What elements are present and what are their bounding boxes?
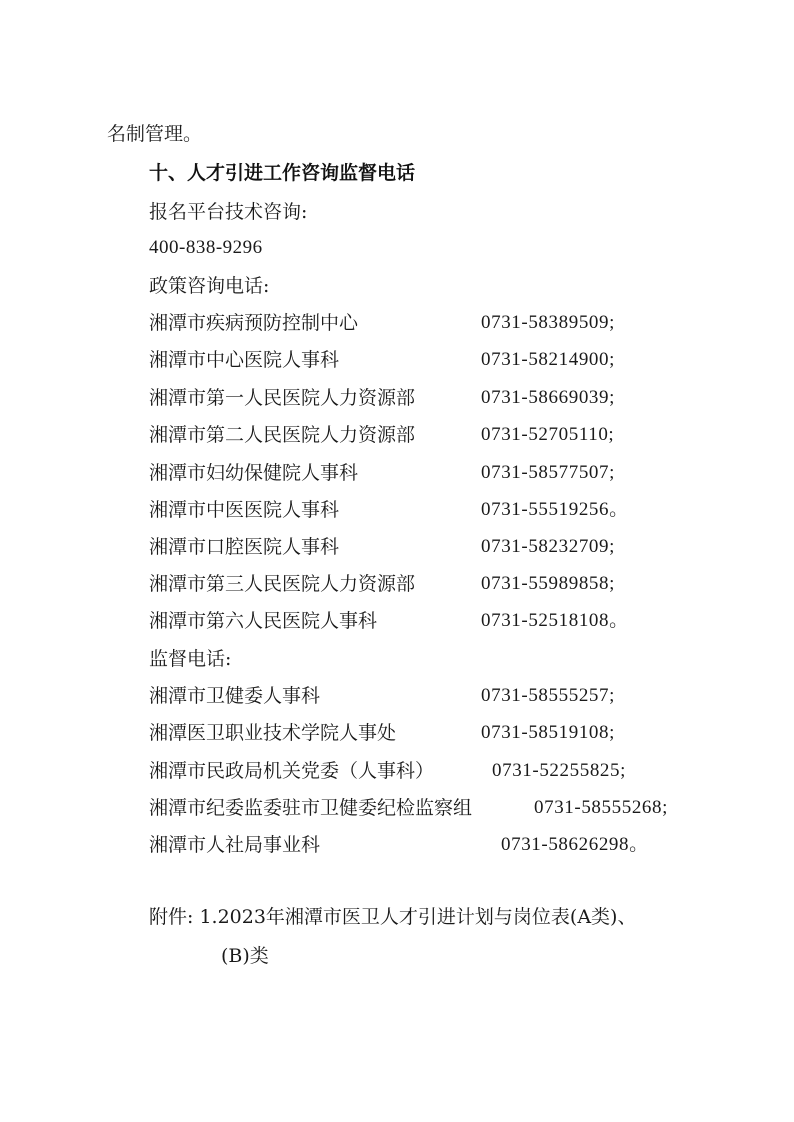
policy-contact-name: 湘潭市疾病预防控制中心 — [149, 312, 359, 334]
supervision-contact-phone: 0731-52255825; — [492, 760, 627, 781]
policy-contact-name: 湘潭市第三人民医院人力资源部 — [149, 573, 416, 595]
policy-contact-phone: 0731-58232709; — [481, 536, 616, 557]
policy-contact-phone: 0731-52518108。 — [481, 610, 629, 631]
policy-contact-name: 湘潭市口腔医院人事科 — [149, 536, 340, 558]
policy-contact-phone: 0731-58577507; — [481, 462, 616, 483]
policy-contact-name: 湘潭市第六人民医院人事科 — [149, 610, 378, 632]
attachment-line-1: 附件: 1.2023年湘潭市医卫人才引进计划与岗位表(A类)、 — [149, 906, 637, 928]
policy-contact-name: 湘潭市中医医院人事科 — [149, 499, 340, 521]
supervision-label: 监督电话: — [149, 648, 232, 670]
policy-contact-name: 湘潭市第二人民医院人力资源部 — [149, 424, 416, 446]
policy-contact-name: 湘潭市妇幼保健院人事科 — [149, 462, 359, 484]
policy-contact-phone: 0731-58389509; — [481, 312, 616, 333]
supervision-contact-phone: 0731-58626298。 — [501, 834, 649, 855]
supervision-contact-name: 湘潭市人社局事业科 — [149, 834, 321, 856]
policy-contact-phone: 0731-55989858; — [481, 573, 616, 594]
policy-contact-phone: 0731-55519256。 — [481, 499, 629, 520]
supervision-contact-phone: 0731-58555257; — [481, 685, 616, 706]
supervision-contact-name: 湘潭市民政局机关党委（人事科） — [149, 760, 435, 782]
supervision-contact-phone: 0731-58555268; — [534, 797, 669, 818]
section-heading: 十、人才引进工作咨询监督电话 — [149, 162, 416, 184]
policy-contact-phone: 0731-52705110; — [481, 424, 615, 445]
policy-contact-phone: 0731-58214900; — [481, 349, 616, 370]
continuation-text: 名制管理。 — [107, 123, 203, 145]
attachment-line-2: (B)类 — [221, 945, 269, 967]
platform-phone: 400-838-9296 — [149, 237, 263, 258]
supervision-contact-phone: 0731-58519108; — [481, 722, 616, 743]
policy-contact-name: 湘潭市第一人民医院人力资源部 — [149, 387, 416, 409]
supervision-contact-name: 湘潭市纪委监委驻市卫健委纪检监察组 — [149, 797, 473, 819]
policy-contact-phone: 0731-58669039; — [481, 387, 616, 408]
policy-label: 政策咨询电话: — [149, 275, 270, 297]
platform-label: 报名平台技术咨询: — [149, 201, 308, 223]
supervision-contact-name: 湘潭市卫健委人事科 — [149, 685, 321, 707]
supervision-contact-name: 湘潭医卫职业技术学院人事处 — [149, 722, 397, 744]
policy-contact-name: 湘潭市中心医院人事科 — [149, 349, 340, 371]
